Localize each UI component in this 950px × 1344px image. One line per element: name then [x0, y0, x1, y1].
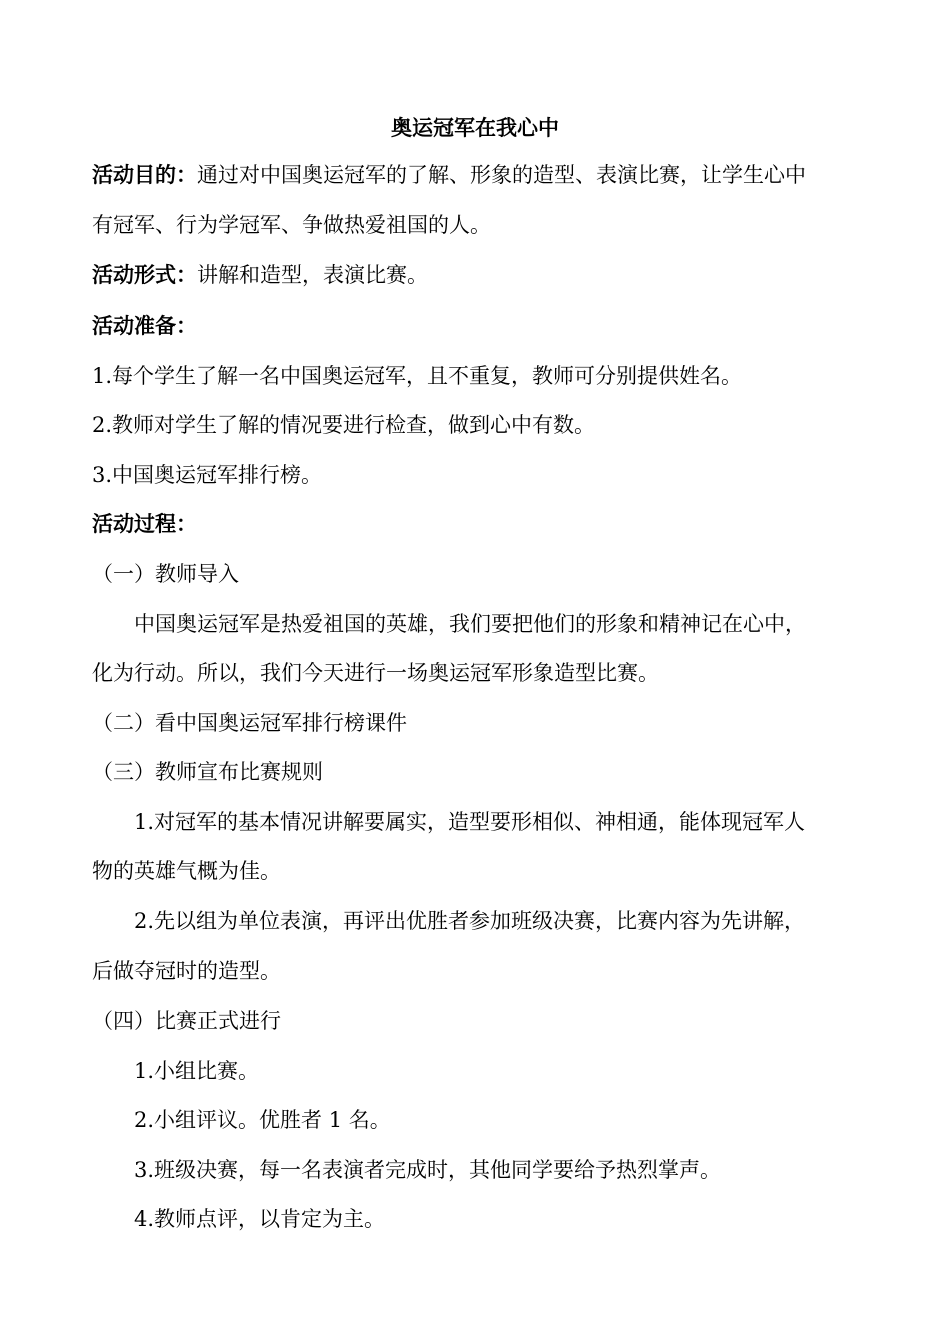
rule2-line1: 2.先以组为单位表演，再评出优胜者参加班级决赛，比赛内容为先讲解，	[134, 909, 806, 933]
goal-text-line2: 有冠军、行为学冠军、争做热爱祖国的人。	[92, 213, 491, 237]
section-heading-4: （四）比赛正式进行	[92, 1009, 281, 1033]
document-title: 奥运冠军在我心中	[391, 116, 559, 140]
prep-item: 3.中国奥运冠军排行榜。	[92, 463, 323, 487]
rule1-line1: 1.对冠军的基本情况讲解要属实，造型要形相似、神相通，能体现冠军人	[134, 810, 806, 834]
section-heading-3: （三）教师宣布比赛规则	[92, 760, 323, 784]
form-paragraph	[92, 260, 872, 290]
competition-step: 3.班级决赛，每一名表演者完成时，其他同学要给予热烈掌声。	[134, 1158, 722, 1182]
competition-step: 2.小组评议。优胜者 1 名。	[134, 1108, 391, 1132]
goal-text-line1: 通过对中国奥运冠军的了解、形象的造型、表演比赛，让学生心中	[197, 163, 806, 187]
process-label: 活动过程：	[92, 512, 197, 536]
competition-step: 1.小组比赛。	[134, 1059, 260, 1083]
form-text: 讲解和造型，表演比赛。	[197, 263, 428, 287]
goal-paragraph-line1	[92, 160, 872, 190]
rule2-line2: 后做夺冠时的造型。	[92, 959, 281, 983]
competition-step: 4.教师点评，以肯定为主。	[134, 1207, 386, 1231]
prep-label: 活动准备：	[92, 314, 197, 338]
section1-text-line1: 中国奥运冠军是热爱祖国的英雄，我们要把他们的形象和精神记在心中，	[134, 612, 806, 636]
prep-item: 1.每个学生了解一名中国奥运冠军，且不重复，教师可分别提供姓名。	[92, 364, 743, 388]
form-label: 活动形式：	[92, 263, 197, 287]
rule1-line2: 物的英雄气概为佳。	[92, 859, 281, 883]
section-heading-2: （二）看中国奥运冠军排行榜课件	[92, 711, 407, 735]
goal-label: 活动目的：	[92, 163, 197, 187]
section1-text-line2: 化为行动。所以，我们今天进行一场奥运冠军形象造型比赛。	[92, 661, 659, 685]
prep-item: 2.教师对学生了解的情况要进行检查，做到心中有数。	[92, 413, 596, 437]
section-heading-1: （一）教师导入	[92, 562, 239, 586]
